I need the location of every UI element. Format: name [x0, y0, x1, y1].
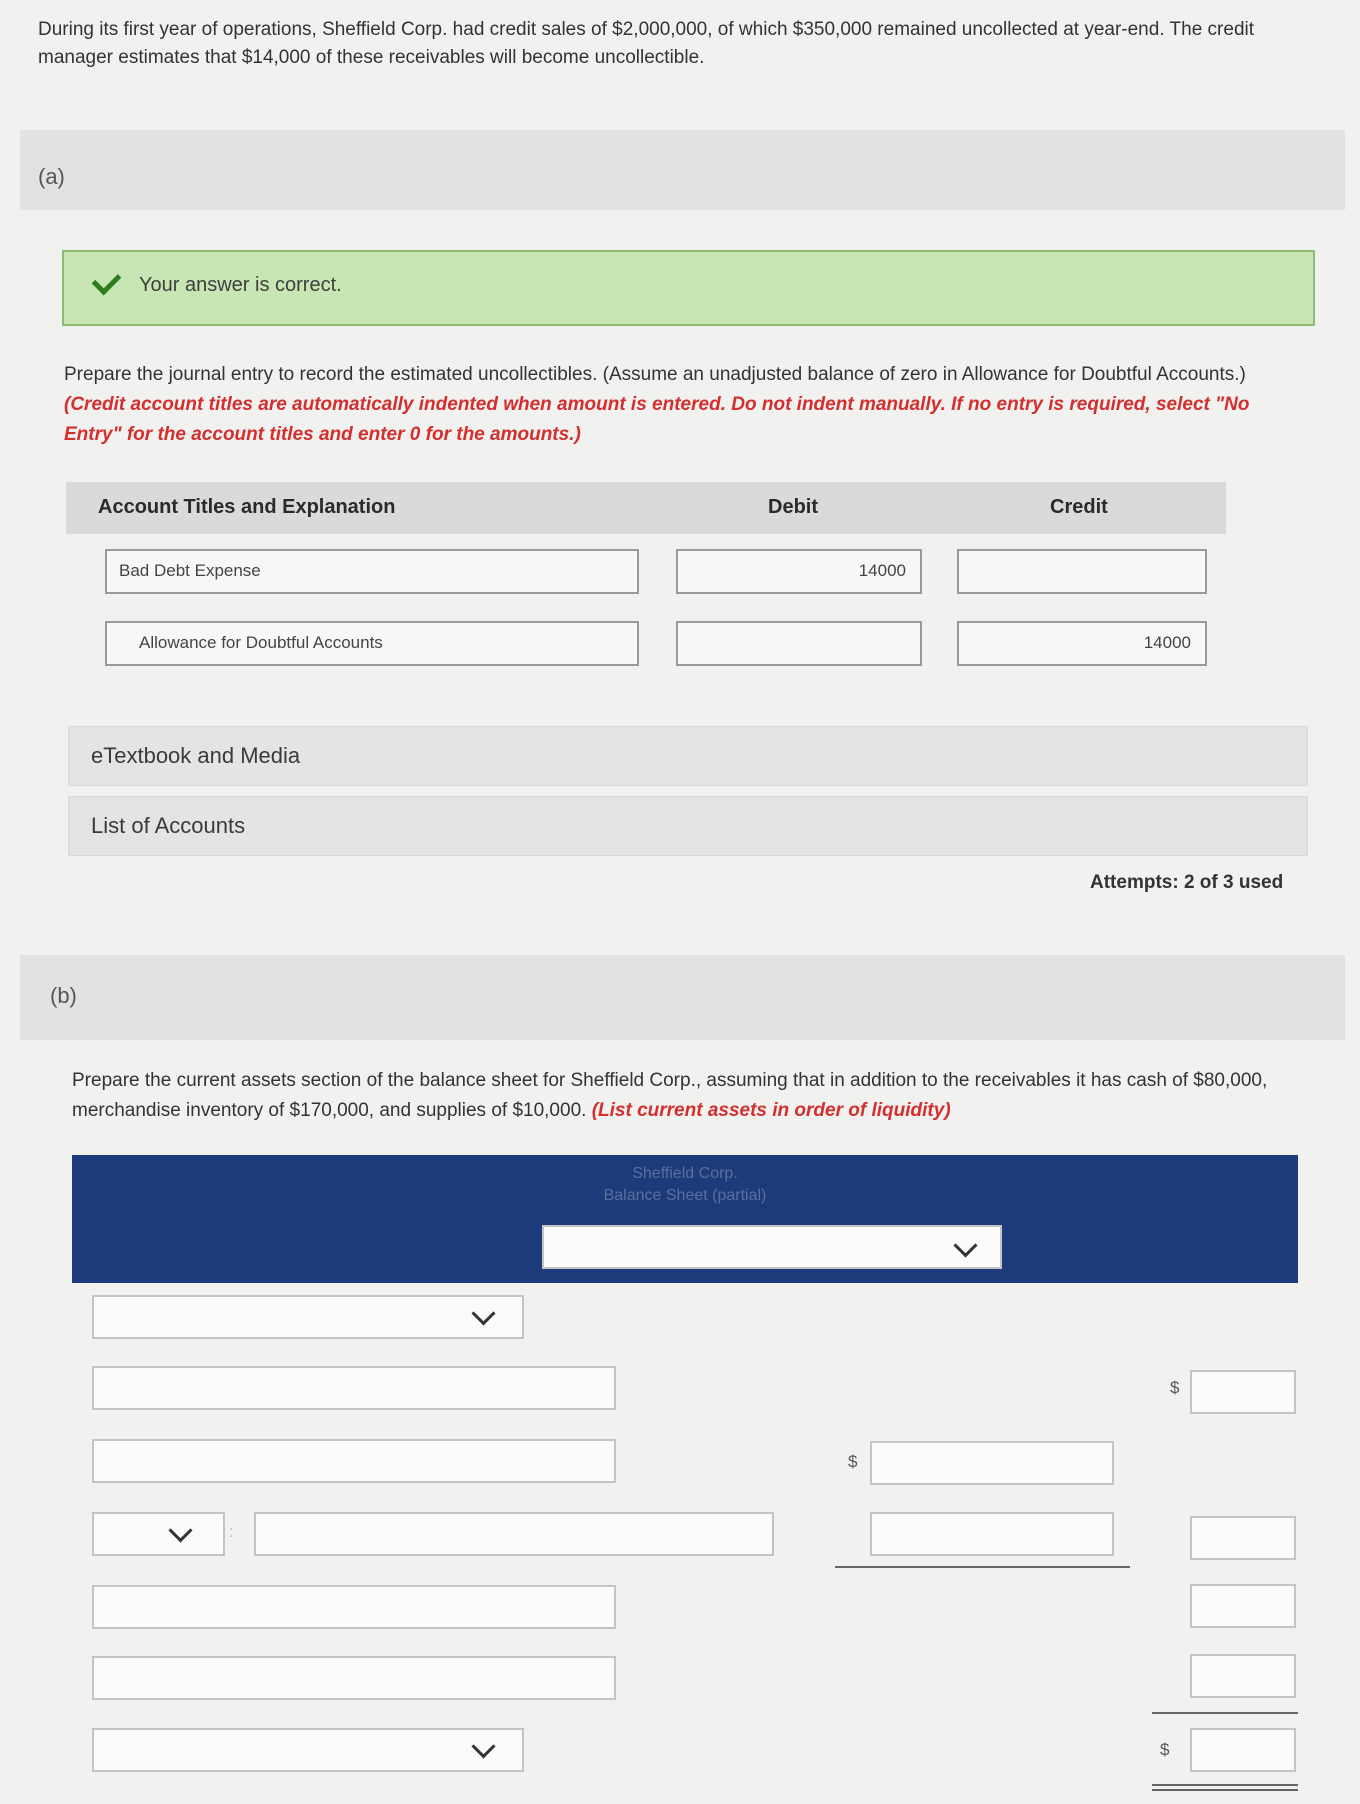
total-underline [1152, 1712, 1298, 1714]
dollar-sign: $ [848, 1452, 858, 1471]
chevron-down-icon [471, 1301, 495, 1325]
dollar-sign: $ [1160, 1740, 1170, 1759]
dollar-sign: $ [1170, 1378, 1180, 1397]
part-b-instructions [72, 1066, 1312, 1126]
less-select[interactable] [92, 1512, 225, 1556]
asset-account-field-2[interactable] [92, 1439, 616, 1483]
colon-separator: : [229, 1522, 234, 1541]
account-field-2[interactable]: Allowance for Doubtful Accounts [105, 621, 639, 666]
amount-field-receivable[interactable] [870, 1441, 1114, 1485]
chevron-down-icon [953, 1233, 977, 1257]
double-underline-1 [1152, 1784, 1298, 1786]
part-a-header[interactable] [20, 130, 1345, 210]
instructions-text: Prepare the journal entry to record the estimated uncollectibles. (Assume an unadjusted balance of zero in Allowance for Doubtful Accounts.) [64, 364, 1246, 385]
subtotal-underline [835, 1566, 1130, 1568]
balance-sheet-header [72, 1155, 1298, 1283]
checkmark-icon [92, 266, 122, 296]
debit-field-2[interactable] [676, 621, 922, 666]
column-credit: Credit [1050, 496, 1108, 518]
credit-field-1[interactable] [957, 549, 1207, 594]
journal-table-header [66, 482, 1226, 534]
feedback-correct [62, 250, 1315, 326]
debit-field-1[interactable]: 14000 [676, 549, 922, 594]
part-a-instructions [64, 360, 1284, 450]
part-b-instructions-text: Prepare the current assets section of the balance sheet for Sheffield Corp., assuming that in addition to the receivables it has cash of $80,000, merchandise inventory of $170,000, and supplies of $10,000. [72, 1070, 1268, 1121]
double-underline-2 [1152, 1789, 1298, 1791]
etextbook-link[interactable]: eTextbook and Media [68, 726, 1308, 786]
amount-field-net-receivable[interactable] [1190, 1516, 1296, 1560]
section-heading-select[interactable] [92, 1295, 524, 1339]
statement-name: Balance Sheet (partial) [603, 1187, 767, 1204]
asset-account-field-1[interactable] [92, 1366, 616, 1410]
part-a-label: (a) [38, 164, 65, 189]
feedback-text: Your answer is correct. [139, 274, 342, 296]
part-b-header[interactable] [20, 955, 1345, 1040]
amount-field-cash[interactable] [1190, 1370, 1296, 1414]
attempts-counter: Attempts: 2 of 3 used [1090, 872, 1284, 893]
total-label-select[interactable] [92, 1728, 524, 1772]
amount-field-total[interactable] [1190, 1728, 1296, 1772]
date-select[interactable] [542, 1225, 1002, 1269]
account-field-1[interactable]: Bad Debt Expense [105, 549, 639, 594]
list-of-accounts-link[interactable]: List of Accounts [68, 796, 1308, 856]
part-b-label: (b) [50, 983, 77, 1008]
amount-field-supplies[interactable] [1190, 1654, 1296, 1698]
amount-field-allowance[interactable] [870, 1512, 1114, 1556]
asset-account-field-4[interactable] [92, 1585, 616, 1629]
chevron-down-icon [471, 1734, 495, 1758]
amount-field-inventory[interactable] [1190, 1584, 1296, 1628]
column-debit: Debit [768, 496, 818, 518]
instructions-warning: (Credit account titles are automatically indented when amount is entered. Do not indent manually. If no entry is required, select "No Entry" for the account titles and enter 0 for the amounts.) [64, 394, 1250, 445]
column-account: Account Titles and Explanation [98, 496, 396, 518]
asset-account-field-5[interactable] [92, 1656, 616, 1700]
part-b-instructions-warning: (List current assets in order of liquidity) [591, 1100, 951, 1121]
asset-account-field-3[interactable] [254, 1512, 774, 1556]
problem-text: During its first year of operations, Sheffield Corp. had credit sales of $2,000,000, of which $350,000 remained uncollected at year-end. The credit manager estimates that $14,000 of these receivables will become uncollectible. [38, 19, 1255, 68]
credit-field-2[interactable]: 14000 [957, 621, 1207, 666]
company-name: Sheffield Corp. [632, 1165, 738, 1182]
chevron-down-icon [168, 1518, 192, 1542]
